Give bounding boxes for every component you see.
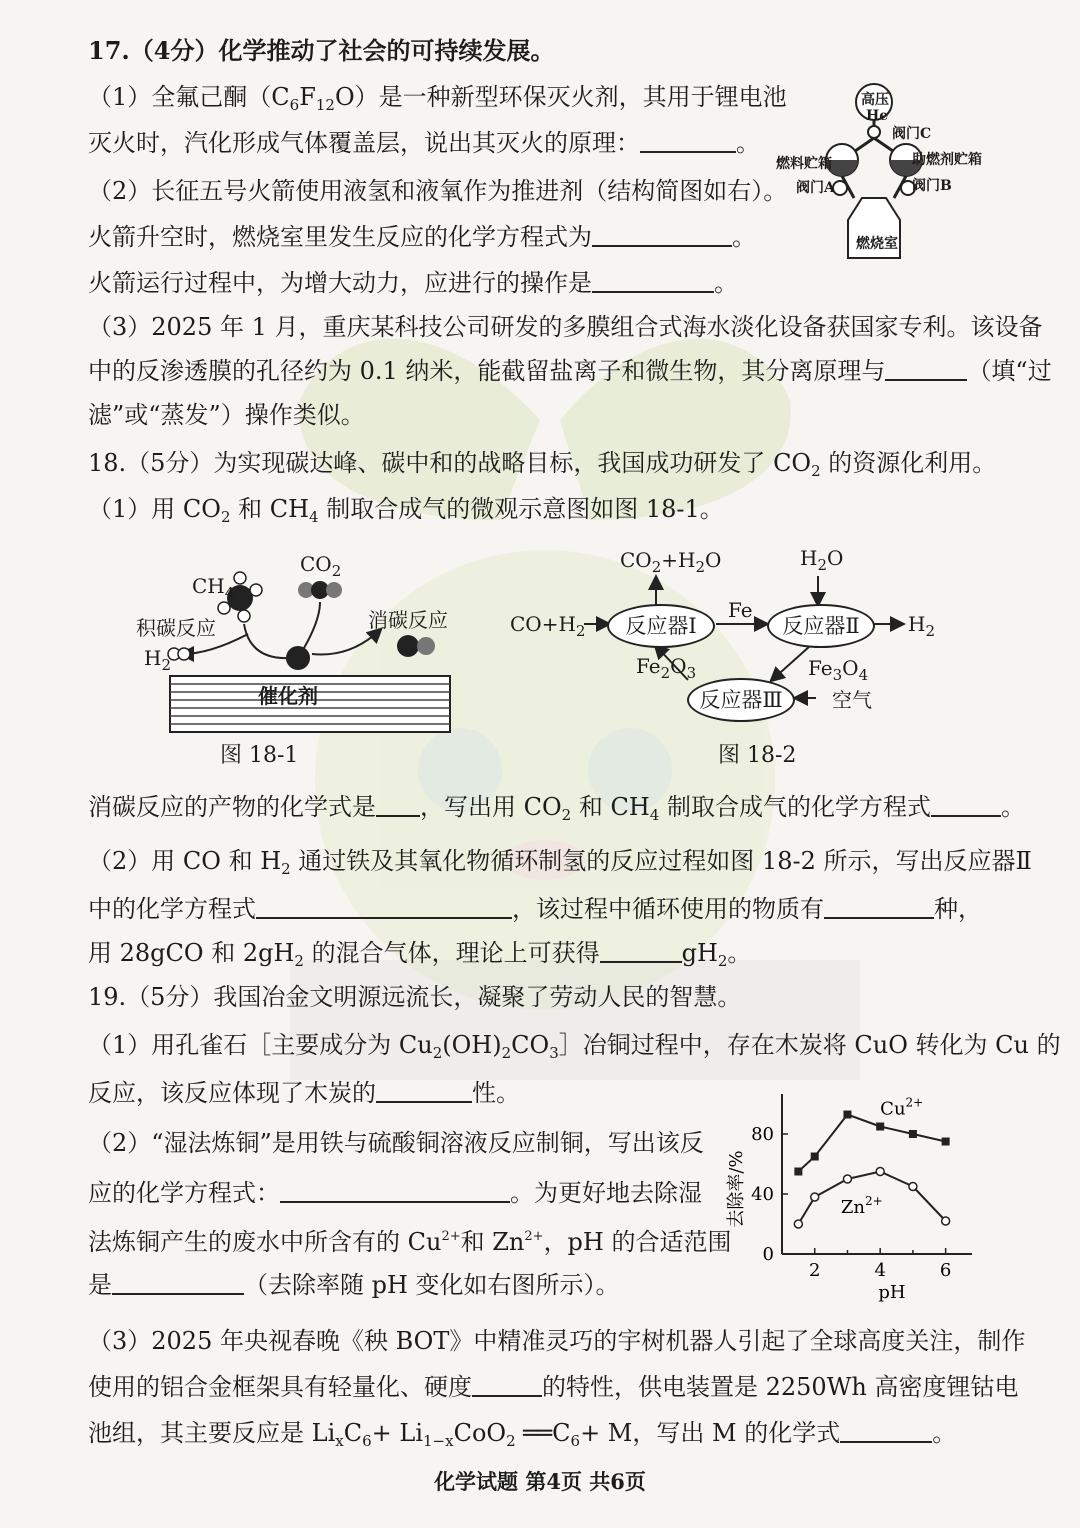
q18-part1-question: 消碳反应的产物的化学式是 ，写出用 $CO_2$ 和 $CH_4$ 制取合成气的化学方程式 。 [88,793,1025,824]
label-co2: $CO_2$ [300,552,342,580]
data-point [876,1168,884,1176]
series-label-charge: 2+ [905,1095,924,1110]
data-point [794,1220,802,1228]
answer-blank[interactable] [600,939,682,963]
q17-part1: （1）全氟己酮$(C_6F_{12}O)$是一种新型环保灭火剂，其用于锂电池 [88,83,787,114]
x-axis-label: pH [878,1282,906,1303]
q17-part1-cont: 灭火时，汽化形成气体覆盖层，说出其灭火的原理： 。 [88,129,760,157]
answer-blank[interactable] [592,269,714,293]
label-carbon-removal: 消碳反应 [368,608,448,632]
data-point [876,1123,884,1131]
label-h2o: $H_2O$ [800,546,844,574]
label-fe: Fe [728,598,753,622]
label-co-h2: $CO+H_2$ [510,612,586,640]
x-tick-label: 2 [809,1260,821,1281]
q19-part2: （2）“湿法炼铜”是用铁与硫酸铜溶液反应制铜，写出该反 [88,1129,704,1157]
data-point [843,1111,851,1119]
figure-18-2-caption: 图 18-2 [718,743,797,768]
label-ch4: $CH_4$ [192,574,235,602]
q17-part3-line2: 中的反渗透膜的孔径约为 0.1 纳米，能截留盐离子和微生物，其分离原理与 （填“过 [88,357,1052,385]
data-point [942,1138,950,1146]
label-fuel-tank: 燃料贮箱 [776,156,832,172]
x-tick-label: 6 [939,1260,952,1281]
q19-part2-line3: 法炼铜产生的废水中所含有的 $Cu^{2+}$和 $Zn^{2+}$，pH 的合适范围 [88,1228,732,1256]
series-label: $Zn^{2+}$ [840,1194,883,1218]
y-tick-label: 80 [751,1124,774,1145]
label-co2-h2o: $CO_2+H_2O$ [620,548,722,576]
removal-rate-chart [712,1080,982,1310]
reactor-2: 反应器Ⅱ [767,604,875,648]
series-line-0 [798,1115,945,1172]
answer-blank[interactable] [376,1079,472,1103]
q19-part1: （1）用孔雀石［主要成分为 $Cu_2(OH)_2CO_3]$冶铜过程中，存在木炭将 CuO 转化为 Cu 的 [88,1031,1061,1062]
answer-blank[interactable] [472,1373,542,1397]
label-fe3o4: $Fe_3O_4$ [808,656,869,684]
data-point [942,1217,950,1225]
data-point [811,1193,819,1201]
x-tick-label: 4 [874,1260,886,1281]
page-footer: 化学试题 第4页 共6页 [434,1469,646,1494]
data-point [909,1183,917,1191]
q19-part2-line4: 是 （去除率随 pH 变化如右图所示）。 [88,1271,620,1299]
reactor-1: 反应器Ⅰ [607,604,715,648]
label-valve-c: 阀门C [892,126,932,142]
label-high-pressure: 高压 [861,92,889,108]
answer-blank[interactable] [280,1179,510,1203]
q18-part2-line3: 用 28gCO 和 $2gH_2$ 的混合气体，理论上可获得 $gH_2$。 [88,939,752,970]
label-catalyst: 催化剂 [258,684,318,708]
valve-c-icon [868,126,880,138]
valve-a-icon [833,181,847,195]
data-point [811,1153,819,1161]
answer-blank[interactable] [112,1271,244,1295]
q19-part3-line2: 使用的铝合金框架具有轻量化、硬度 的特性，供电装置是 2250Wh 高密度锂钴电 [88,1373,1019,1401]
label-valve-a: 阀门A [796,180,835,196]
data-point [843,1175,851,1183]
reactor-3: 反应器Ⅲ [687,678,795,722]
answer-blank[interactable] [640,129,736,153]
y-tick-label: 0 [762,1244,774,1265]
label-air: 空气 [832,688,872,712]
q17-part2-line2: 火箭升空时，燃烧室里发生反应的化学方程式为 。 [88,223,756,251]
q19-heading: 19.（5分）我国冶金文明源远流长，凝聚了劳动人民的智慧。 [88,983,742,1011]
q18-part2-line2: 中的化学方程式 ，该过程中循环使用的物质有 种， [88,895,982,923]
answer-blank[interactable] [885,357,967,381]
label-he: He [866,108,889,124]
label-chamber: 燃烧室 [856,236,898,252]
q17-heading: 17.（4分）化学推动了社会的可持续发展。 [88,36,555,65]
data-point [909,1130,917,1138]
q17-part2-line3: 火箭运行过程中，为增大动力，应进行的操作是 。 [88,269,738,297]
answer-blank[interactable] [824,895,934,919]
q19-part3: （3）2025 年央视春晚《秧 BOT》中精准灵巧的宇树机器人引起了全球高度关注，制作 [88,1327,1026,1355]
q19-part2-line2: 应的化学方程式： 。为更好地去除湿 [88,1179,702,1207]
y-tick-label: 40 [751,1184,774,1205]
series-label: $Cu^{2+}$ [880,1095,924,1120]
answer-blank[interactable] [592,223,732,247]
q19-part1-line2: 反应，该反应体现了木炭的 性。 [88,1079,520,1107]
q19-part3-line3: 池组，其主要反应是 $Li_xC_6+ Li_{1-x}CoO_2$ $══C_6+ M$，写出 M 的化学式 。 [88,1419,957,1450]
answer-blank[interactable] [376,793,420,817]
answer-blank[interactable] [840,1419,932,1443]
label-valve-b: 阀门B [912,178,952,194]
data-point [794,1168,802,1176]
q18-part1: （1）用 $CO_2$ 和 $CH_4$ 制取合成气的微观示意图如图 18-1。 [88,495,724,526]
q18-heading: 18.（5分）为实现碳达峰、碳中和的战略目标，我国成功研发了 $CO_2$ 的资源化利用。 [88,449,997,480]
label-oxidizer-tank: 助燃剂贮箱 [912,152,982,168]
q17-part3: （3）2025 年 1 月，重庆某科技公司研发的多膜组合式海水淡化设备获国家专利。该设备 [88,313,1043,341]
y-axis-label: 去除率/% [726,1150,747,1228]
q17-part2: （2）长征五号火箭使用液氢和液氧作为推进剂（结构简图如右）。 [88,177,788,205]
label-h2: $H_2$ [144,646,171,674]
label-h2-out: $H_2$ [908,612,935,640]
label-carbon-deposit: 积碳反应 [136,616,216,640]
figure-18-1-caption: 图 18-1 [220,743,299,768]
answer-blank[interactable] [931,793,1001,817]
series-label-charge: 2+ [865,1194,883,1208]
label-fe2o3: $Fe_2O_3$ [636,654,697,682]
q17-part3-line3: 滤”或“蒸发”）操作类似。 [88,401,365,429]
q18-part2: （2）用 CO 和 $H_2$ 通过铁及其氧化物循环制氢的反应过程如图 18-2 所示，写出反应器Ⅱ [88,847,1032,878]
answer-blank[interactable] [256,895,512,919]
